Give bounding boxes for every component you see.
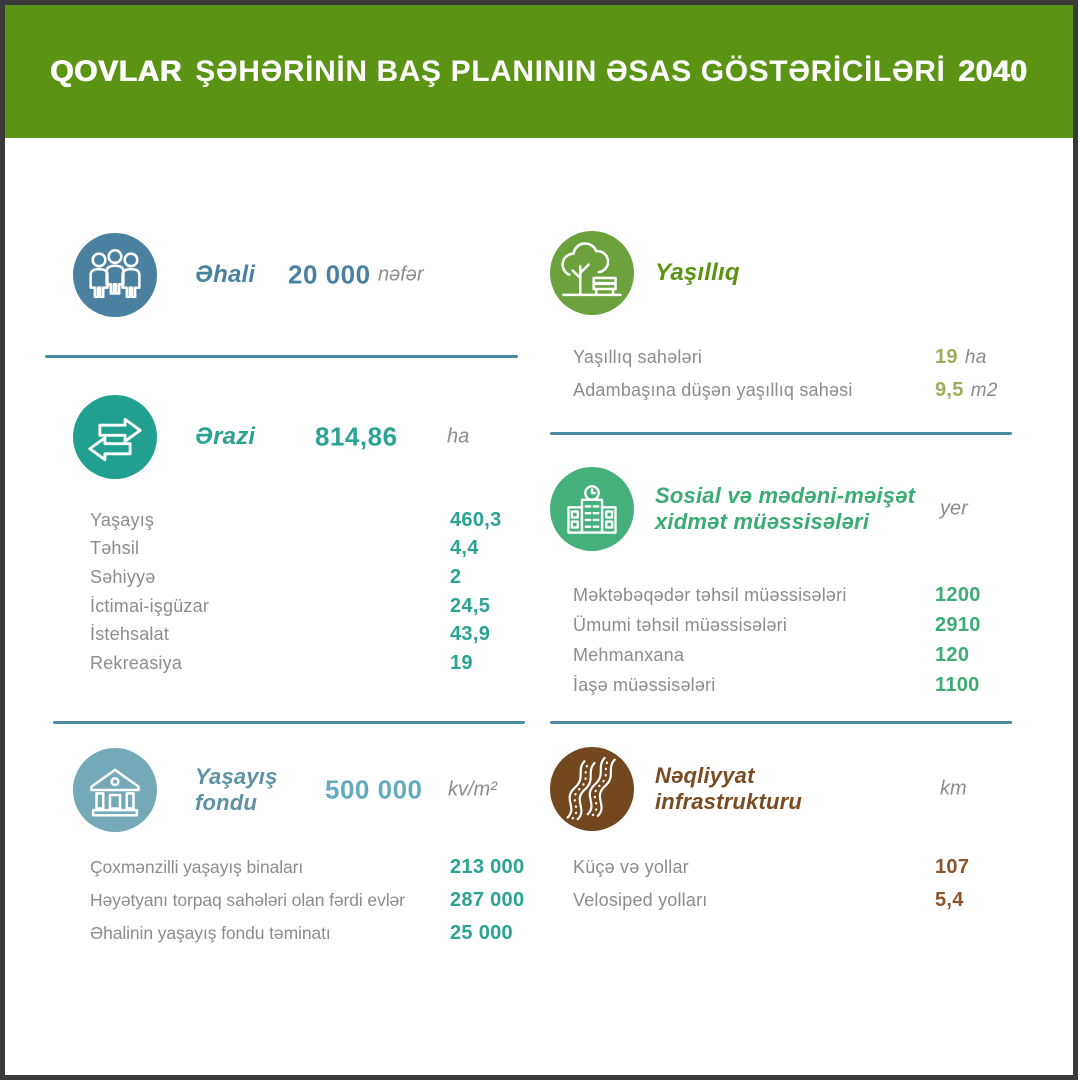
title-city: QOVLAR [50,54,183,88]
title-text: ŞƏHƏRİNİN BAŞ PLANININ ƏSAS GÖSTƏRİCİLƏRİ [195,54,946,88]
row-value: 25 000 [450,922,513,944]
transport-unit: km [940,777,967,800]
greenery-section [550,231,1025,315]
social-section [550,467,1025,551]
population-unit: nəfər [378,263,424,286]
row-label: Velosiped yolları [573,890,708,910]
row-label: Adambaşına düşən yaşıllıq sahəsi [573,380,853,400]
transport-list [573,851,1025,917]
bank-building-icon [73,748,157,832]
transport-label: Nəqliyyat infrastrukturu [655,763,803,814]
clock-building-icon [550,467,634,551]
row-value: 1100 [935,673,980,696]
greenery-label: Yaşıllıq [655,259,740,286]
row-label: Rekreasiya [90,652,183,673]
header-banner [5,5,1073,138]
row-label: Həyətyanı torpaq sahələri olan fərdi evlər [90,890,405,910]
territory-value: 814,86 [315,421,398,452]
list-row [573,640,1025,670]
social-list [573,580,1025,700]
row-value: 1200 [935,583,981,606]
population-label: Əhali [195,261,256,288]
row-unit: ha [964,347,987,368]
population-section [73,233,525,317]
population-value: 20 000 [288,259,371,290]
housing-value: 500 000 [325,774,423,805]
row-label: İaşə müəssisələri [573,674,716,695]
list-row [573,851,1025,884]
row-value: 24,5 [450,594,491,617]
list-row [90,563,542,592]
row-value: 107 [935,856,970,878]
row-value [935,346,987,369]
list-row [90,535,542,564]
separator-line [45,355,518,358]
transport-section [550,747,1025,831]
row-label: Yaşayış [90,509,155,530]
row-label: İctimai-işgüzar [90,595,210,616]
list-row [90,506,542,535]
row-label: Səhiyyə [90,566,156,587]
row-value: 120 [935,643,970,666]
territory-section [73,395,525,479]
row-value: 43,9 [450,623,491,646]
separator-line [53,721,525,724]
title-year: 2040 [958,54,1028,88]
row-value: 2910 [935,613,981,636]
row-label: Təhsil [90,538,140,559]
row-value: 460,3 [450,508,502,531]
row-value [935,379,998,402]
social-label: Sosial və mədəni-məişət xidmət müəssisələri [655,483,916,534]
list-row [90,851,542,884]
housing-list [90,851,542,950]
row-label: Çoxmənzilli yaşayış binaları [90,857,304,877]
list-row [573,670,1025,700]
row-label: Məktəbəqədər təhsil müəssisələri [573,584,847,605]
row-label: Mehmanxana [573,644,685,665]
separator-line [550,721,1012,724]
row-value-number: 19 [935,346,958,368]
territory-unit: ha [447,425,470,448]
row-value: 213 000 [450,856,525,878]
row-value: 19 [450,651,473,674]
list-row [573,374,1025,407]
territory-label: Ərazi [195,423,256,450]
social-unit: yer [940,497,968,520]
row-value: 287 000 [450,889,525,911]
list-row [90,917,542,950]
row-label: Küçə və yollar [573,857,689,877]
list-row [90,649,542,678]
list-row [573,884,1025,917]
tree-bench-icon [550,231,634,315]
page-title [50,55,1027,89]
row-value-number: 9,5 [935,379,964,401]
row-label: Ümumi təhsil müəssisələri [573,614,788,635]
territory-list [90,506,542,678]
housing-label: Yaşayış fondu [195,764,278,815]
list-row [90,592,542,621]
list-row [573,580,1025,610]
exchange-arrows-icon [73,395,157,479]
greenery-list [573,341,1025,407]
housing-section [73,748,525,832]
list-row [90,620,542,649]
row-unit: m2 [970,380,998,401]
row-label: Yaşıllıq sahələri [573,347,703,367]
housing-unit: kv/m² [448,778,497,801]
winding-road-icon [550,747,634,831]
row-value: 2 [450,565,462,588]
list-row [90,884,542,917]
row-value: 5,4 [935,889,964,911]
list-row [573,610,1025,640]
row-label: Əhalinin yaşayış fondu təminatı [90,923,331,943]
list-row [573,341,1025,374]
separator-line [550,432,1012,435]
people-group-icon [73,233,157,317]
row-value: 4,4 [450,537,479,560]
row-label: İstehsalat [90,624,170,645]
